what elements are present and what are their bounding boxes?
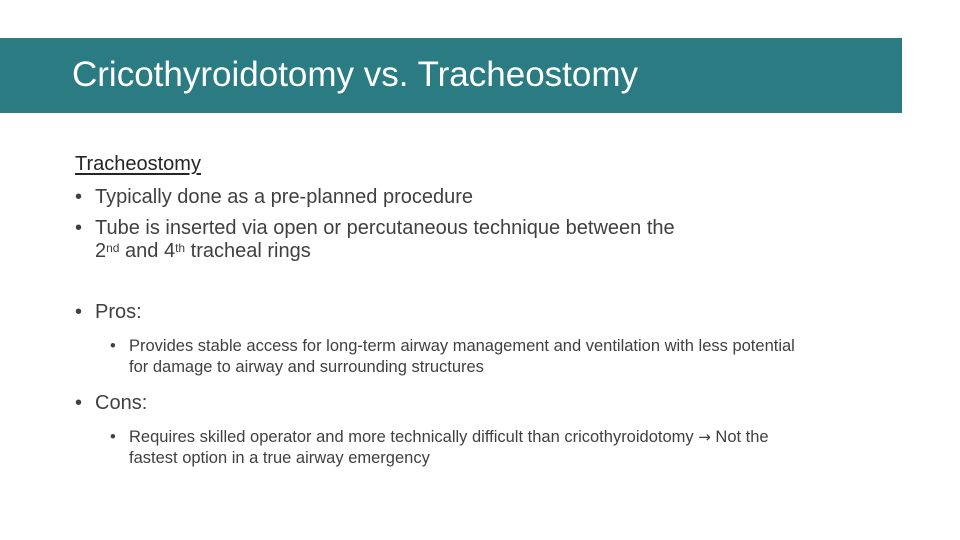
bullet-tube-text-d: tracheal rings [185,240,311,262]
slide-content [75,150,835,469]
bullet-tube-insertion [75,217,835,263]
bullet-tube-text-c: and 4 [119,240,176,262]
title-bar [0,38,902,113]
bullet-pros [75,301,835,324]
section-heading: Tracheostomy [75,153,201,175]
right-arrow-icon: → [698,428,711,446]
cons-detail-text-b: Not the fastest option in a true airway emergency [129,428,769,467]
cons-detail-text-a: Requires skilled operator and more technically difficult than cricothyroidotomy [129,428,694,446]
sub-bullet-pros-detail [110,336,809,378]
ordinal-nd: nd [106,241,120,255]
bullet-tube-text-b: 2 [95,240,107,262]
bullet-planned-text: Typically done as a pre-planned procedure [95,186,474,208]
pros-label: Pros: [95,301,142,323]
slide-title: Cricothyroidotomy vs. Tracheostomy [72,55,639,94]
bullet-tube-text-a: Tube is inserted via open or percutaneous technique between the [95,217,675,239]
bullet-cons [75,392,835,415]
cons-label: Cons: [95,392,148,414]
sub-bullet-cons-detail [110,427,809,469]
pros-detail-text: Provides stable access for long-term airway management and ventilation with less potential for damage to airway and surrounding structures [129,337,795,376]
ordinal-th: th [175,241,186,255]
bullet-planned-procedure [75,186,835,209]
